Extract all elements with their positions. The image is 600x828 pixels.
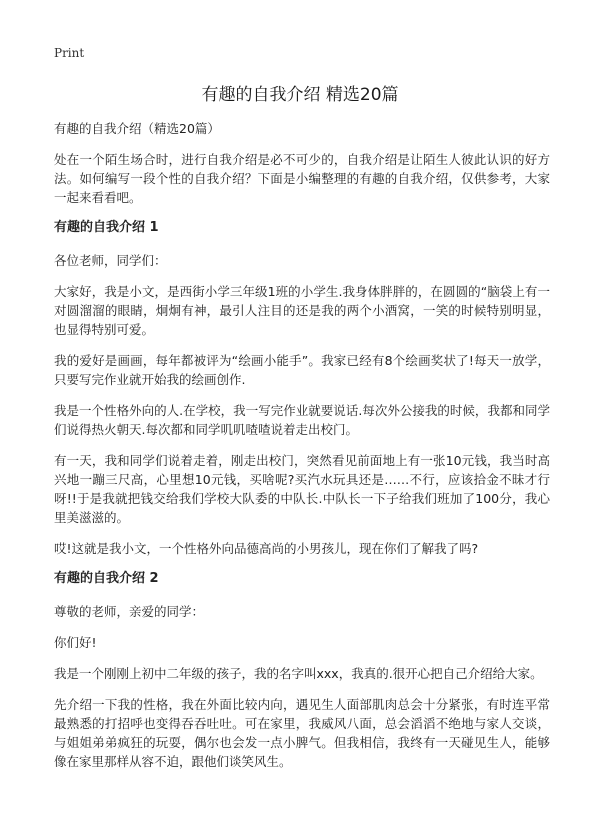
page-title: 有趣的自我介绍 精选20篇 [201,85,399,105]
section-1-paragraph: 各位老师，同学们： [54,253,167,268]
print-link[interactable]: Print [54,46,85,60]
document-subtitle: 有趣的自我介绍（精选20篇） [54,121,220,136]
section-2-paragraph: 我是一个刚刚上初中二年级的孩子，我的名字叫xxx，我真的.很开心把自己介绍给大家。 [54,666,543,681]
section-2-paragraph: 先介绍一下我的性格，我在外面比较内向，遇见生人面部肌肉总会十分紧张，有时连平常最熟悉的打招呼也变得吞吞吐吐。可在家里，我威风八面，总会滔滔不绝地与家人交谈，与姐姐弟弟疯狂的玩耍，偶尔也会发一点小脾气。但我相信，我终有一天碰见生人，能够像在家里那样从容不迫，跟他们谈笑风生。 [54,697,550,769]
section-1-paragraph: 哎!这就是我小文，一个性格外向品德高尚的小男孩儿，现在你们了解我了吗? [54,541,479,556]
document-body [54,120,550,783]
section-1-paragraph: 有一天，我和同学们说着走着，刚走出校门，突然看见前面地上有一张10元钱，我当时高兴地一蹦三尺高，心里想10元钱，买啥呢?买汽水玩具还是……不行，应该拾金不昧才行呀!!于是我就把钱交给我们学校大队委的中队长.中队长一下子给我们班加了100分，我心里美滋滋的。 [54,453,550,525]
section-heading-1: 有趣的自我介绍 1 [54,220,159,235]
section-1-paragraph: 我的爱好是画画，每年都被评为“绘画小能手”。我家已经有8个绘画奖状了!每天一放学，只要写完作业就开始我的绘画创作. [54,353,550,387]
section-1-paragraph: 我是一个性格外向的人.在学校，我一写完作业就要说话.每次外公接我的时候，我都和同学们说得热火朝天.每次都和同学叽叽喳喳说着走出校门。 [54,403,550,437]
section-heading-2: 有趣的自我介绍 2 [54,571,159,586]
section-2-paragraph: 你们好! [54,635,97,650]
section-2-paragraph: 尊敬的老师，亲爱的同学： [54,604,205,619]
section-1-paragraph: 大家好，我是小文，是西街小学三年级1班的小学生.我身体胖胖的，在圆圆的“脑袋上有一对圆溜溜的眼睛，炯炯有神，最引人注目的还是我的两个小酒窝，一笑的时候特别明显，也显得特别可爱。 [54,284,550,337]
intro-paragraph: 处在一个陌生场合时，进行自我介绍是必不可少的，自我介绍是让陌生人彼此认识的好方法。如何编写一段个性的自我介绍？下面是小编整理的有趣的自我介绍，仅供参考，大家一起来看看吧。 [54,152,550,205]
